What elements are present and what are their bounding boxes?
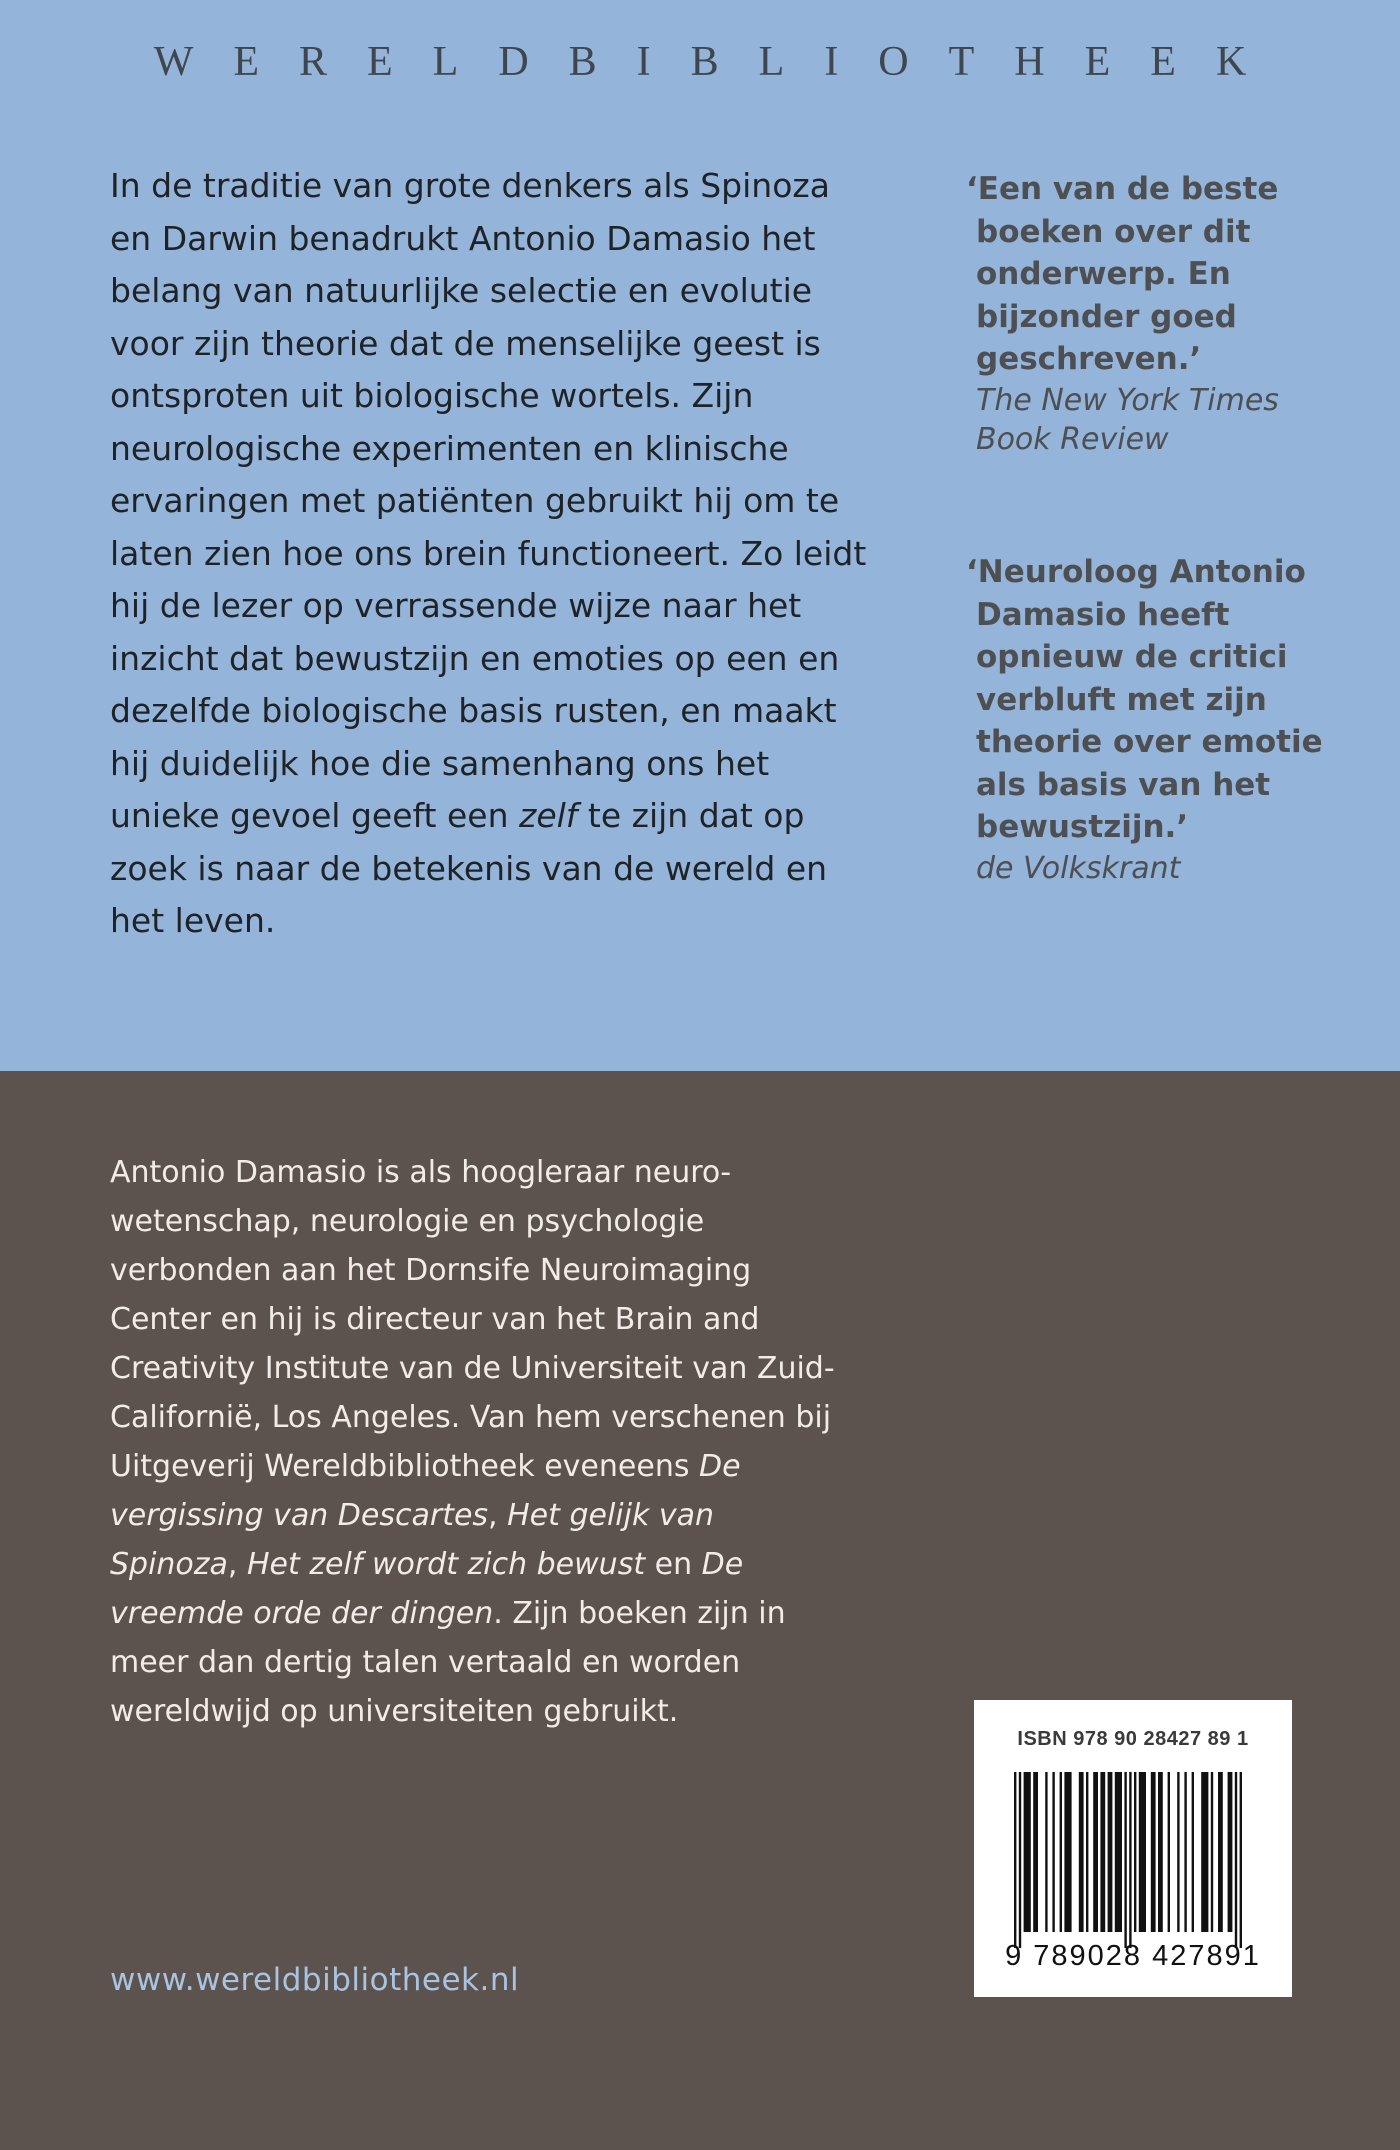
barcode-bar — [1218, 1772, 1223, 1932]
barcode-bar — [1168, 1772, 1170, 1932]
barcode-bar — [1201, 1772, 1208, 1932]
barcode-bar — [1192, 1772, 1194, 1932]
bio-text-end: . Zijn boeken zijn in meer dan dertig talen vertaald en worden wereldwijd op universiteiten gebruikt. — [110, 1596, 786, 1729]
bio-separator: , — [488, 1498, 508, 1533]
blurb-text-end: te zijn dat op zoek is naar de betekenis van de wereld en het leven. — [110, 796, 828, 940]
barcode-bar — [1235, 1772, 1237, 1948]
barcode-bar — [1093, 1772, 1098, 1932]
barcode-bar — [1108, 1772, 1113, 1932]
barcode-bar — [1228, 1772, 1233, 1932]
review-quote-2 — [966, 551, 1336, 888]
quote-source: de Volkskrant — [976, 850, 1181, 886]
barcode-bar — [1139, 1772, 1146, 1932]
bio-separator: , — [227, 1547, 247, 1582]
book-blurb — [110, 160, 870, 948]
barcode-bar — [1177, 1772, 1179, 1932]
isbn-label: ISBN 978 90 28427 89 1 — [1017, 1728, 1249, 1750]
quote-text: ‘Neuroloog Antonio Damasio heeft opnieuw de critici verbluft met zijn theorie over emotie als basis van het bewustzijn.’ — [966, 554, 1323, 845]
book-title: De vreemde orde der dingen — [110, 1547, 744, 1631]
isbn-barcode — [974, 1700, 1292, 1997]
barcode-bar — [1211, 1772, 1213, 1932]
barcode-bar — [1129, 1772, 1131, 1948]
bio-text: Antonio Damasio is als hoogleraar neurowetenschap, neurologie en psychologie verbonden aan het Dornsife Neuroimaging Center en hij is directeur van het Brain and Creativity Institute van de Universiteit van Zuid-Californië, Los Angeles. Van hem verschenen bij Uitgeverij Wereldbibliotheek eveneens — [110, 1155, 835, 1484]
bio-separator: en — [645, 1547, 702, 1582]
barcode-bar — [1019, 1772, 1021, 1948]
barcode-bar — [1100, 1772, 1105, 1932]
barcode-bar — [1079, 1772, 1084, 1932]
author-bio — [110, 1148, 850, 1736]
barcode-bar — [1024, 1772, 1031, 1932]
barcode-bar — [1240, 1772, 1242, 1948]
book-title: Het zelf wordt zich bewust — [247, 1547, 646, 1582]
barcode-bar — [1134, 1772, 1136, 1932]
blurb-text: In de traditie van grote denkers als Spinoza en Darwin benadrukt Antonio Damasio het belang van natuurlijke selectie en evolutie voor zijn theorie dat de menselijke geest is ontsproten uit biologische wortels. Zijn neurologische experimenten en klinische ervaringen met patiënten gebruikt hij om te laten zien hoe ons brein functioneert. Zo leidt hij de lezer op verrassende wijze naar het inzicht dat bewustzijn en emoties op een en dezelfde biologische basis rusten, en maakt hij duidelijk hoe die samenhang ons het unieke gevoel geeft een — [110, 166, 867, 835]
barcode-bar — [1052, 1772, 1054, 1932]
barcode-bar — [1158, 1772, 1163, 1932]
barcode-digits: 9 789028 427891 — [1005, 1940, 1261, 1972]
book-title: Het gelijk van Spinoza — [110, 1498, 715, 1582]
barcode-bar — [1014, 1772, 1016, 1948]
barcode-bar — [1151, 1772, 1156, 1932]
barcode-bar — [1086, 1772, 1088, 1932]
barcode-bar — [1060, 1772, 1062, 1932]
website-link[interactable]: www.wereldbibliotheek.nl — [110, 1962, 520, 1998]
barcode-bar — [1064, 1772, 1071, 1932]
barcode-bar — [1045, 1772, 1047, 1932]
book-title: De vergissing van Descartes — [110, 1449, 741, 1533]
review-quote-1 — [966, 168, 1336, 459]
quote-text: ‘Een van de beste boeken over dit onderwerp. En bijzonder goed geschreven.’ — [966, 171, 1279, 377]
blurb-italic-word: zelf — [519, 796, 578, 835]
barcode-bar — [1115, 1772, 1122, 1932]
barcode-bar — [1124, 1772, 1126, 1948]
publisher-header: WERELDBIBLIOTHEEK — [153, 39, 1287, 85]
quote-source: The New York Times Book Review — [976, 382, 1279, 457]
barcode-bar — [1033, 1772, 1038, 1932]
barcode-bar — [1184, 1772, 1186, 1932]
